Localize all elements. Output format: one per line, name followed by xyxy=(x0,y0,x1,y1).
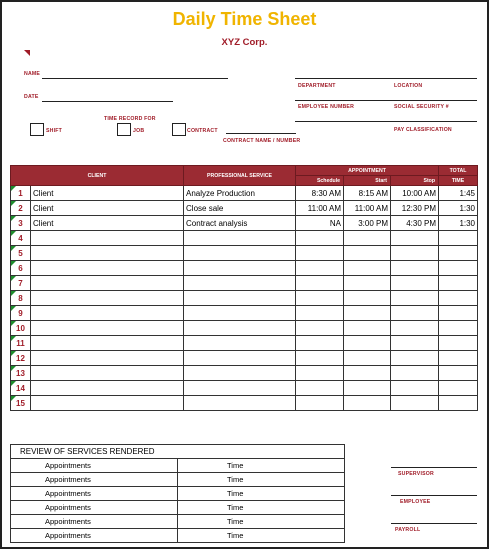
time-cell[interactable]: Time xyxy=(178,487,345,501)
time-cell[interactable]: Time xyxy=(178,529,345,543)
schedule-cell[interactable] xyxy=(296,231,344,246)
employee-number-field[interactable] xyxy=(295,121,477,122)
time-header: TIME xyxy=(439,176,478,186)
client-cell[interactable] xyxy=(31,381,184,396)
row-number xyxy=(11,216,31,231)
row-number-text: 8 xyxy=(18,293,23,303)
row-number xyxy=(11,231,31,246)
department-label: DEPARTMENT xyxy=(298,83,336,89)
schedule-cell[interactable]: 8:30 AM xyxy=(296,186,344,201)
total-cell[interactable] xyxy=(439,321,478,336)
row-number-text: 7 xyxy=(18,278,23,288)
total-cell[interactable]: 1:45 xyxy=(439,186,478,201)
appointments-cell[interactable]: Appointments xyxy=(11,501,178,515)
total-cell[interactable] xyxy=(439,231,478,246)
row-number-text: 2 xyxy=(18,203,23,213)
stop-header: Stop xyxy=(391,176,439,186)
total-cell[interactable] xyxy=(439,381,478,396)
appointments-cell[interactable]: Appointments xyxy=(11,487,178,501)
job-checkbox[interactable] xyxy=(117,123,131,136)
row-marker-icon xyxy=(11,186,16,191)
schedule-cell[interactable]: 11:00 AM xyxy=(296,201,344,216)
service-cell[interactable] xyxy=(184,306,296,321)
payroll-line[interactable] xyxy=(391,523,477,524)
table-row xyxy=(11,336,478,351)
row-number xyxy=(11,246,31,261)
row-marker-icon xyxy=(11,261,16,266)
total-cell[interactable] xyxy=(439,396,478,411)
stop-cell[interactable]: 4:30 PM xyxy=(391,216,439,231)
client-cell[interactable]: Client xyxy=(31,201,184,216)
stop-cell[interactable] xyxy=(391,336,439,351)
stop-cell[interactable] xyxy=(391,291,439,306)
time-cell[interactable]: Time xyxy=(178,515,345,529)
contract-checkbox[interactable] xyxy=(172,123,186,136)
supervisor-line[interactable] xyxy=(391,467,477,468)
row-number-text: 9 xyxy=(18,308,23,318)
service-header: PROFESSIONAL SERVICE xyxy=(184,166,296,186)
time-cell[interactable]: Time xyxy=(178,473,345,487)
table-row xyxy=(11,261,478,276)
total-cell[interactable]: 1:30 xyxy=(439,216,478,231)
row-marker-icon xyxy=(11,216,16,221)
start-cell[interactable]: 3:00 PM xyxy=(344,216,391,231)
row-marker-icon xyxy=(11,351,16,356)
row-marker-icon xyxy=(11,396,16,401)
table-row xyxy=(11,246,478,261)
start-cell[interactable] xyxy=(344,336,391,351)
review-row xyxy=(11,473,345,487)
service-cell[interactable]: Contract analysis xyxy=(184,216,296,231)
start-cell[interactable] xyxy=(344,291,391,306)
review-row xyxy=(11,487,345,501)
appointment-header: APPOINTMENT xyxy=(296,166,439,176)
row-number xyxy=(11,276,31,291)
service-cell[interactable] xyxy=(184,396,296,411)
service-cell[interactable] xyxy=(184,231,296,246)
review-row xyxy=(11,529,345,543)
appointments-cell[interactable]: Appointments xyxy=(11,529,178,543)
time-cell[interactable]: Time xyxy=(178,459,345,473)
total-cell[interactable] xyxy=(439,276,478,291)
contract-name-field[interactable] xyxy=(226,133,296,134)
client-cell[interactable] xyxy=(31,396,184,411)
review-title: REVIEW OF SERVICES RENDERED xyxy=(11,445,345,459)
row-marker-icon xyxy=(11,336,16,341)
table-row xyxy=(11,231,478,246)
row-number xyxy=(11,336,31,351)
stop-cell[interactable] xyxy=(391,306,439,321)
client-cell[interactable] xyxy=(31,246,184,261)
schedule-cell[interactable] xyxy=(296,336,344,351)
schedule-cell[interactable]: NA xyxy=(296,216,344,231)
row-marker-icon xyxy=(11,366,16,371)
stop-cell[interactable] xyxy=(391,321,439,336)
table-row xyxy=(11,366,478,381)
row-number-text: 12 xyxy=(16,353,25,363)
service-cell[interactable] xyxy=(184,351,296,366)
row-number-text: 1 xyxy=(18,188,23,198)
supervisor-label: SUPERVISOR xyxy=(398,471,434,477)
corner-marker xyxy=(24,50,30,56)
schedule-cell[interactable] xyxy=(296,366,344,381)
row-number-text: 3 xyxy=(18,218,23,228)
start-cell[interactable] xyxy=(344,276,391,291)
stop-cell[interactable] xyxy=(391,396,439,411)
service-cell[interactable]: Analyze Production xyxy=(184,186,296,201)
table-row xyxy=(11,201,478,216)
table-row xyxy=(11,381,478,396)
date-label: DATE xyxy=(24,94,39,100)
row-number-text: 14 xyxy=(16,383,25,393)
client-header: CLIENT xyxy=(11,166,184,186)
total-cell[interactable] xyxy=(439,291,478,306)
table-row xyxy=(11,351,478,366)
schedule-cell[interactable] xyxy=(296,291,344,306)
row-number xyxy=(11,261,31,276)
start-cell[interactable] xyxy=(344,321,391,336)
total-cell[interactable] xyxy=(439,306,478,321)
start-cell[interactable] xyxy=(344,246,391,261)
row-number-text: 4 xyxy=(18,233,23,243)
top-right-line xyxy=(295,78,477,79)
table-row xyxy=(11,186,478,201)
client-cell[interactable] xyxy=(31,366,184,381)
department-location-field[interactable] xyxy=(295,100,477,101)
start-cell[interactable]: 8:15 AM xyxy=(344,186,391,201)
row-marker-icon xyxy=(11,231,16,236)
contract-label: CONTRACT xyxy=(187,128,218,134)
row-marker-icon xyxy=(11,306,16,311)
table-row xyxy=(11,276,478,291)
service-cell[interactable] xyxy=(184,261,296,276)
row-number xyxy=(11,321,31,336)
social-security-label: SOCIAL SECURITY # xyxy=(394,104,449,110)
schedule-cell[interactable] xyxy=(296,276,344,291)
start-header: Start xyxy=(344,176,391,186)
row-number xyxy=(11,291,31,306)
stop-cell[interactable] xyxy=(391,381,439,396)
table-row xyxy=(11,306,478,321)
employee-number-label: EMPLOYEE NUMBER xyxy=(298,104,355,110)
table-row xyxy=(11,396,478,411)
start-cell[interactable] xyxy=(344,366,391,381)
start-cell[interactable] xyxy=(344,381,391,396)
row-number-text: 15 xyxy=(16,398,25,408)
client-cell[interactable] xyxy=(31,261,184,276)
row-marker-icon xyxy=(11,291,16,296)
row-number xyxy=(11,351,31,366)
service-cell[interactable] xyxy=(184,321,296,336)
start-cell[interactable] xyxy=(344,261,391,276)
stop-cell[interactable] xyxy=(391,261,439,276)
row-number xyxy=(11,201,31,216)
total-cell[interactable] xyxy=(439,246,478,261)
client-cell[interactable] xyxy=(31,231,184,246)
start-cell[interactable]: 11:00 AM xyxy=(344,201,391,216)
review-table xyxy=(10,444,345,543)
shift-label: SHIFT xyxy=(46,128,62,134)
service-cell[interactable] xyxy=(184,276,296,291)
start-cell[interactable] xyxy=(344,396,391,411)
schedule-cell[interactable] xyxy=(296,396,344,411)
row-marker-icon xyxy=(11,381,16,386)
pay-classification-label: PAY CLASSIFICATION xyxy=(394,127,452,133)
appointments-cell[interactable]: Appointments xyxy=(11,473,178,487)
service-cell[interactable] xyxy=(184,381,296,396)
review-row xyxy=(11,515,345,529)
start-cell[interactable] xyxy=(344,231,391,246)
job-label: JOB xyxy=(133,128,145,134)
appointments-cell[interactable]: Appointments xyxy=(11,515,178,529)
total-cell[interactable] xyxy=(439,336,478,351)
row-number-text: 13 xyxy=(16,368,25,378)
client-cell[interactable] xyxy=(31,336,184,351)
row-number-text: 11 xyxy=(16,338,25,348)
total-cell[interactable]: 1:30 xyxy=(439,201,478,216)
client-cell[interactable]: Client xyxy=(31,216,184,231)
client-cell[interactable] xyxy=(31,306,184,321)
schedule-header: Schedule xyxy=(296,176,344,186)
shift-checkbox[interactable] xyxy=(30,123,44,136)
client-cell[interactable] xyxy=(31,321,184,336)
payroll-label: PAYROLL xyxy=(395,527,421,533)
stop-cell[interactable] xyxy=(391,351,439,366)
start-cell[interactable] xyxy=(344,351,391,366)
row-number-text: 10 xyxy=(16,323,25,333)
time-record-for-label: TIME RECORD FOR xyxy=(104,116,156,122)
start-cell[interactable] xyxy=(344,306,391,321)
name-label: NAME xyxy=(24,71,41,77)
review-row xyxy=(11,459,345,473)
row-number-text: 5 xyxy=(18,248,23,258)
client-cell[interactable] xyxy=(31,291,184,306)
service-cell[interactable] xyxy=(184,336,296,351)
schedule-cell[interactable] xyxy=(296,321,344,336)
time-table xyxy=(10,165,478,411)
total-cell[interactable] xyxy=(439,351,478,366)
time-cell[interactable]: Time xyxy=(178,501,345,515)
row-number xyxy=(11,366,31,381)
stop-cell[interactable] xyxy=(391,246,439,261)
appointments-cell[interactable]: Appointments xyxy=(11,459,178,473)
service-cell[interactable] xyxy=(184,366,296,381)
schedule-cell[interactable] xyxy=(296,261,344,276)
stop-cell[interactable] xyxy=(391,276,439,291)
client-cell[interactable]: Client xyxy=(31,186,184,201)
review-row xyxy=(11,501,345,515)
row-number xyxy=(11,186,31,201)
service-cell[interactable]: Close sale xyxy=(184,201,296,216)
row-number xyxy=(11,396,31,411)
total-cell[interactable] xyxy=(439,366,478,381)
row-marker-icon xyxy=(11,276,16,281)
name-field[interactable] xyxy=(42,78,228,79)
stop-cell[interactable]: 12:30 PM xyxy=(391,201,439,216)
row-marker-icon xyxy=(11,201,16,206)
employee-label: EMPLOYEE xyxy=(400,499,431,505)
service-cell[interactable] xyxy=(184,246,296,261)
total-cell[interactable] xyxy=(439,261,478,276)
stop-cell[interactable]: 10:00 AM xyxy=(391,186,439,201)
table-row xyxy=(11,216,478,231)
schedule-cell[interactable] xyxy=(296,246,344,261)
row-number xyxy=(11,381,31,396)
row-marker-icon xyxy=(11,246,16,251)
row-number xyxy=(11,306,31,321)
employee-line[interactable] xyxy=(391,495,477,496)
stop-cell[interactable] xyxy=(391,366,439,381)
row-marker-icon xyxy=(11,321,16,326)
table-row xyxy=(11,321,478,336)
company-name: XYZ Corp. xyxy=(221,37,268,48)
total-header: TOTAL xyxy=(439,166,478,176)
client-cell[interactable] xyxy=(31,276,184,291)
client-cell[interactable] xyxy=(31,351,184,366)
stop-cell[interactable] xyxy=(391,231,439,246)
date-field[interactable] xyxy=(42,101,173,102)
location-label: LOCATION xyxy=(394,83,423,89)
schedule-cell[interactable] xyxy=(296,306,344,321)
schedule-cell[interactable] xyxy=(296,381,344,396)
contract-name-label: CONTRACT NAME / NUMBER xyxy=(223,138,301,144)
service-cell[interactable] xyxy=(184,291,296,306)
page-title: Daily Time Sheet xyxy=(172,9,317,29)
schedule-cell[interactable] xyxy=(296,351,344,366)
row-number-text: 6 xyxy=(18,263,23,273)
table-row xyxy=(11,291,478,306)
